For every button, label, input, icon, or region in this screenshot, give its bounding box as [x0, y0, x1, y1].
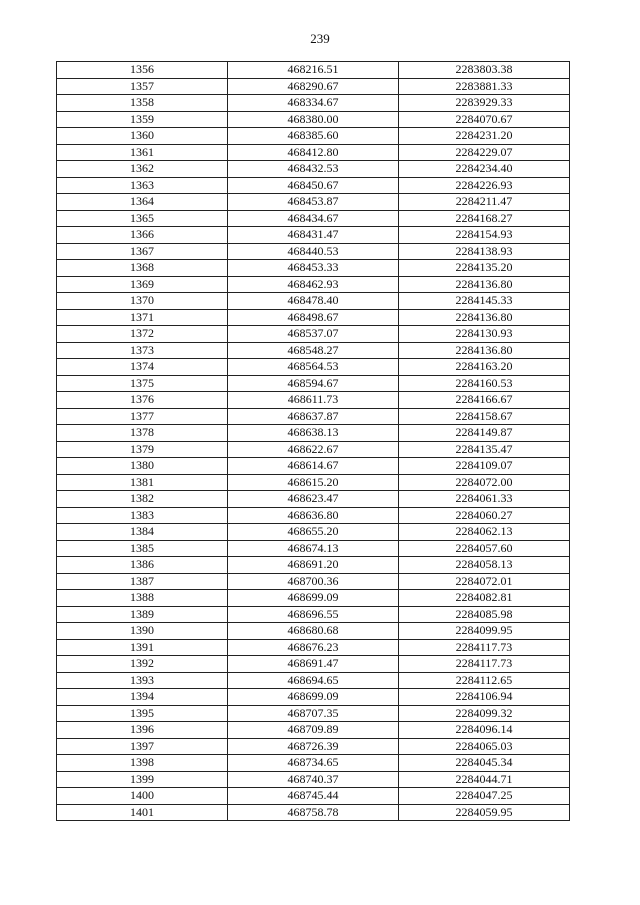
y-coordinate-cell: 2284136.80 — [399, 342, 570, 359]
table-row — [57, 705, 570, 722]
y-coordinate-cell: 2283803.38 — [399, 62, 570, 79]
point-number-cell: 1389 — [57, 606, 228, 623]
x-coordinate-cell: 468450.67 — [228, 177, 399, 194]
y-coordinate-cell: 2284135.20 — [399, 260, 570, 277]
y-coordinate-cell: 2284117.73 — [399, 639, 570, 656]
table-row — [57, 194, 570, 211]
point-number-cell: 1372 — [57, 326, 228, 343]
y-coordinate-cell: 2284226.93 — [399, 177, 570, 194]
table-row — [57, 672, 570, 689]
x-coordinate-cell: 468700.36 — [228, 573, 399, 590]
table-row — [57, 78, 570, 95]
y-coordinate-cell: 2284234.40 — [399, 161, 570, 178]
point-number-cell: 1373 — [57, 342, 228, 359]
x-coordinate-cell: 468412.80 — [228, 144, 399, 161]
y-coordinate-cell: 2284072.00 — [399, 474, 570, 491]
x-coordinate-cell: 468726.39 — [228, 738, 399, 755]
table-row — [57, 276, 570, 293]
y-coordinate-cell: 2284117.73 — [399, 656, 570, 673]
table-row — [57, 474, 570, 491]
table-row — [57, 771, 570, 788]
point-number-cell: 1397 — [57, 738, 228, 755]
table-row — [57, 656, 570, 673]
x-coordinate-cell: 468638.13 — [228, 425, 399, 442]
table-row — [57, 210, 570, 227]
y-coordinate-cell: 2284158.67 — [399, 408, 570, 425]
point-number-cell: 1361 — [57, 144, 228, 161]
table-row — [57, 95, 570, 112]
x-coordinate-cell: 468216.51 — [228, 62, 399, 79]
point-number-cell: 1362 — [57, 161, 228, 178]
point-number-cell: 1375 — [57, 375, 228, 392]
table-row — [57, 392, 570, 409]
point-number-cell: 1401 — [57, 804, 228, 821]
table-body — [57, 62, 570, 821]
point-number-cell: 1399 — [57, 771, 228, 788]
point-number-cell: 1369 — [57, 276, 228, 293]
table-row — [57, 623, 570, 640]
table-row — [57, 441, 570, 458]
y-coordinate-cell: 2284044.71 — [399, 771, 570, 788]
table-row — [57, 606, 570, 623]
x-coordinate-cell: 468380.00 — [228, 111, 399, 128]
point-number-cell: 1377 — [57, 408, 228, 425]
y-coordinate-cell: 2284145.33 — [399, 293, 570, 310]
point-number-cell: 1384 — [57, 524, 228, 541]
point-number-cell: 1398 — [57, 755, 228, 772]
x-coordinate-cell: 468385.60 — [228, 128, 399, 145]
y-coordinate-cell: 2284058.13 — [399, 557, 570, 574]
point-number-cell: 1388 — [57, 590, 228, 607]
x-coordinate-cell: 468434.67 — [228, 210, 399, 227]
x-coordinate-cell: 468564.53 — [228, 359, 399, 376]
y-coordinate-cell: 2284059.95 — [399, 804, 570, 821]
table-row — [57, 161, 570, 178]
point-number-cell: 1382 — [57, 491, 228, 508]
table-row — [57, 309, 570, 326]
x-coordinate-cell: 468699.09 — [228, 689, 399, 706]
table-row — [57, 227, 570, 244]
point-number-cell: 1387 — [57, 573, 228, 590]
x-coordinate-cell: 468655.20 — [228, 524, 399, 541]
point-number-cell: 1366 — [57, 227, 228, 244]
point-number-cell: 1390 — [57, 623, 228, 640]
y-coordinate-cell: 2284166.67 — [399, 392, 570, 409]
x-coordinate-cell: 468734.65 — [228, 755, 399, 772]
x-coordinate-cell: 468453.33 — [228, 260, 399, 277]
y-coordinate-cell: 2284231.20 — [399, 128, 570, 145]
y-coordinate-cell: 2284072.01 — [399, 573, 570, 590]
point-number-cell: 1363 — [57, 177, 228, 194]
table-row — [57, 722, 570, 739]
x-coordinate-cell: 468691.47 — [228, 656, 399, 673]
x-coordinate-cell: 468636.80 — [228, 507, 399, 524]
table-row — [57, 128, 570, 145]
point-number-cell: 1395 — [57, 705, 228, 722]
y-coordinate-cell: 2284168.27 — [399, 210, 570, 227]
x-coordinate-cell: 468680.68 — [228, 623, 399, 640]
y-coordinate-cell: 2284229.07 — [399, 144, 570, 161]
x-coordinate-cell: 468745.44 — [228, 788, 399, 805]
y-coordinate-cell: 2284047.25 — [399, 788, 570, 805]
y-coordinate-cell: 2284135.47 — [399, 441, 570, 458]
x-coordinate-cell: 468548.27 — [228, 342, 399, 359]
point-number-cell: 1357 — [57, 78, 228, 95]
x-coordinate-cell: 468537.07 — [228, 326, 399, 343]
y-coordinate-cell: 2284149.87 — [399, 425, 570, 442]
x-coordinate-cell: 468462.93 — [228, 276, 399, 293]
point-number-cell: 1374 — [57, 359, 228, 376]
x-coordinate-cell: 468622.67 — [228, 441, 399, 458]
point-number-cell: 1386 — [57, 557, 228, 574]
x-coordinate-cell: 468334.67 — [228, 95, 399, 112]
table-row — [57, 293, 570, 310]
point-number-cell: 1371 — [57, 309, 228, 326]
y-coordinate-cell: 2284211.47 — [399, 194, 570, 211]
table-row — [57, 573, 570, 590]
x-coordinate-cell: 468674.13 — [228, 540, 399, 557]
point-number-cell: 1394 — [57, 689, 228, 706]
y-coordinate-cell: 2284130.93 — [399, 326, 570, 343]
table-row — [57, 62, 570, 79]
y-coordinate-cell: 2284057.60 — [399, 540, 570, 557]
x-coordinate-cell: 468478.40 — [228, 293, 399, 310]
table-row — [57, 639, 570, 656]
y-coordinate-cell: 2284045.34 — [399, 755, 570, 772]
y-coordinate-cell: 2284138.93 — [399, 243, 570, 260]
x-coordinate-cell: 468432.53 — [228, 161, 399, 178]
table-row — [57, 738, 570, 755]
point-number-cell: 1364 — [57, 194, 228, 211]
x-coordinate-cell: 468594.67 — [228, 375, 399, 392]
point-number-cell: 1370 — [57, 293, 228, 310]
point-number-cell: 1400 — [57, 788, 228, 805]
y-coordinate-cell: 2284106.94 — [399, 689, 570, 706]
x-coordinate-cell: 468290.67 — [228, 78, 399, 95]
page-number: 239 — [310, 31, 330, 46]
y-coordinate-cell: 2284099.32 — [399, 705, 570, 722]
y-coordinate-cell: 2283929.33 — [399, 95, 570, 112]
table-row — [57, 458, 570, 475]
table-row — [57, 590, 570, 607]
x-coordinate-cell: 468707.35 — [228, 705, 399, 722]
y-coordinate-cell: 2284062.13 — [399, 524, 570, 541]
point-number-cell: 1385 — [57, 540, 228, 557]
y-coordinate-cell: 2284160.53 — [399, 375, 570, 392]
point-number-cell: 1383 — [57, 507, 228, 524]
table-row — [57, 804, 570, 821]
table-row — [57, 557, 570, 574]
x-coordinate-cell: 468758.78 — [228, 804, 399, 821]
y-coordinate-cell: 2284096.14 — [399, 722, 570, 739]
point-number-cell: 1396 — [57, 722, 228, 739]
x-coordinate-cell: 468440.53 — [228, 243, 399, 260]
table-row — [57, 408, 570, 425]
y-coordinate-cell: 2284061.33 — [399, 491, 570, 508]
coordinates-table — [56, 61, 570, 821]
table-row — [57, 507, 570, 524]
y-coordinate-cell: 2284154.93 — [399, 227, 570, 244]
point-number-cell: 1368 — [57, 260, 228, 277]
table-row — [57, 755, 570, 772]
y-coordinate-cell: 2284082.81 — [399, 590, 570, 607]
x-coordinate-cell: 468691.20 — [228, 557, 399, 574]
y-coordinate-cell: 2284060.27 — [399, 507, 570, 524]
table-row — [57, 177, 570, 194]
y-coordinate-cell: 2283881.33 — [399, 78, 570, 95]
x-coordinate-cell: 468611.73 — [228, 392, 399, 409]
y-coordinate-cell: 2284112.65 — [399, 672, 570, 689]
point-number-cell: 1356 — [57, 62, 228, 79]
point-number-cell: 1379 — [57, 441, 228, 458]
y-coordinate-cell: 2284099.95 — [399, 623, 570, 640]
table-row — [57, 326, 570, 343]
x-coordinate-cell: 468498.67 — [228, 309, 399, 326]
table-row — [57, 342, 570, 359]
point-number-cell: 1359 — [57, 111, 228, 128]
table-row — [57, 260, 570, 277]
point-number-cell: 1360 — [57, 128, 228, 145]
y-coordinate-cell: 2284070.67 — [399, 111, 570, 128]
table-row — [57, 491, 570, 508]
point-number-cell: 1378 — [57, 425, 228, 442]
x-coordinate-cell: 468614.67 — [228, 458, 399, 475]
table-row — [57, 111, 570, 128]
x-coordinate-cell: 468615.20 — [228, 474, 399, 491]
y-coordinate-cell: 2284109.07 — [399, 458, 570, 475]
table-row — [57, 689, 570, 706]
y-coordinate-cell: 2284136.80 — [399, 276, 570, 293]
point-number-cell: 1365 — [57, 210, 228, 227]
table-row — [57, 359, 570, 376]
y-coordinate-cell: 2284136.80 — [399, 309, 570, 326]
point-number-cell: 1391 — [57, 639, 228, 656]
x-coordinate-cell: 468453.87 — [228, 194, 399, 211]
y-coordinate-cell: 2284065.03 — [399, 738, 570, 755]
point-number-cell: 1367 — [57, 243, 228, 260]
table-row — [57, 540, 570, 557]
y-coordinate-cell: 2284163.20 — [399, 359, 570, 376]
table-row — [57, 144, 570, 161]
table-row — [57, 788, 570, 805]
x-coordinate-cell: 468431.47 — [228, 227, 399, 244]
x-coordinate-cell: 468709.89 — [228, 722, 399, 739]
table-row — [57, 243, 570, 260]
point-number-cell: 1393 — [57, 672, 228, 689]
x-coordinate-cell: 468637.87 — [228, 408, 399, 425]
y-coordinate-cell: 2284085.98 — [399, 606, 570, 623]
point-number-cell: 1358 — [57, 95, 228, 112]
table-row — [57, 375, 570, 392]
x-coordinate-cell: 468699.09 — [228, 590, 399, 607]
x-coordinate-cell: 468740.37 — [228, 771, 399, 788]
x-coordinate-cell: 468623.47 — [228, 491, 399, 508]
point-number-cell: 1376 — [57, 392, 228, 409]
table-row — [57, 425, 570, 442]
point-number-cell: 1392 — [57, 656, 228, 673]
x-coordinate-cell: 468676.23 — [228, 639, 399, 656]
x-coordinate-cell: 468696.55 — [228, 606, 399, 623]
point-number-cell: 1381 — [57, 474, 228, 491]
table-row — [57, 524, 570, 541]
x-coordinate-cell: 468694.65 — [228, 672, 399, 689]
point-number-cell: 1380 — [57, 458, 228, 475]
